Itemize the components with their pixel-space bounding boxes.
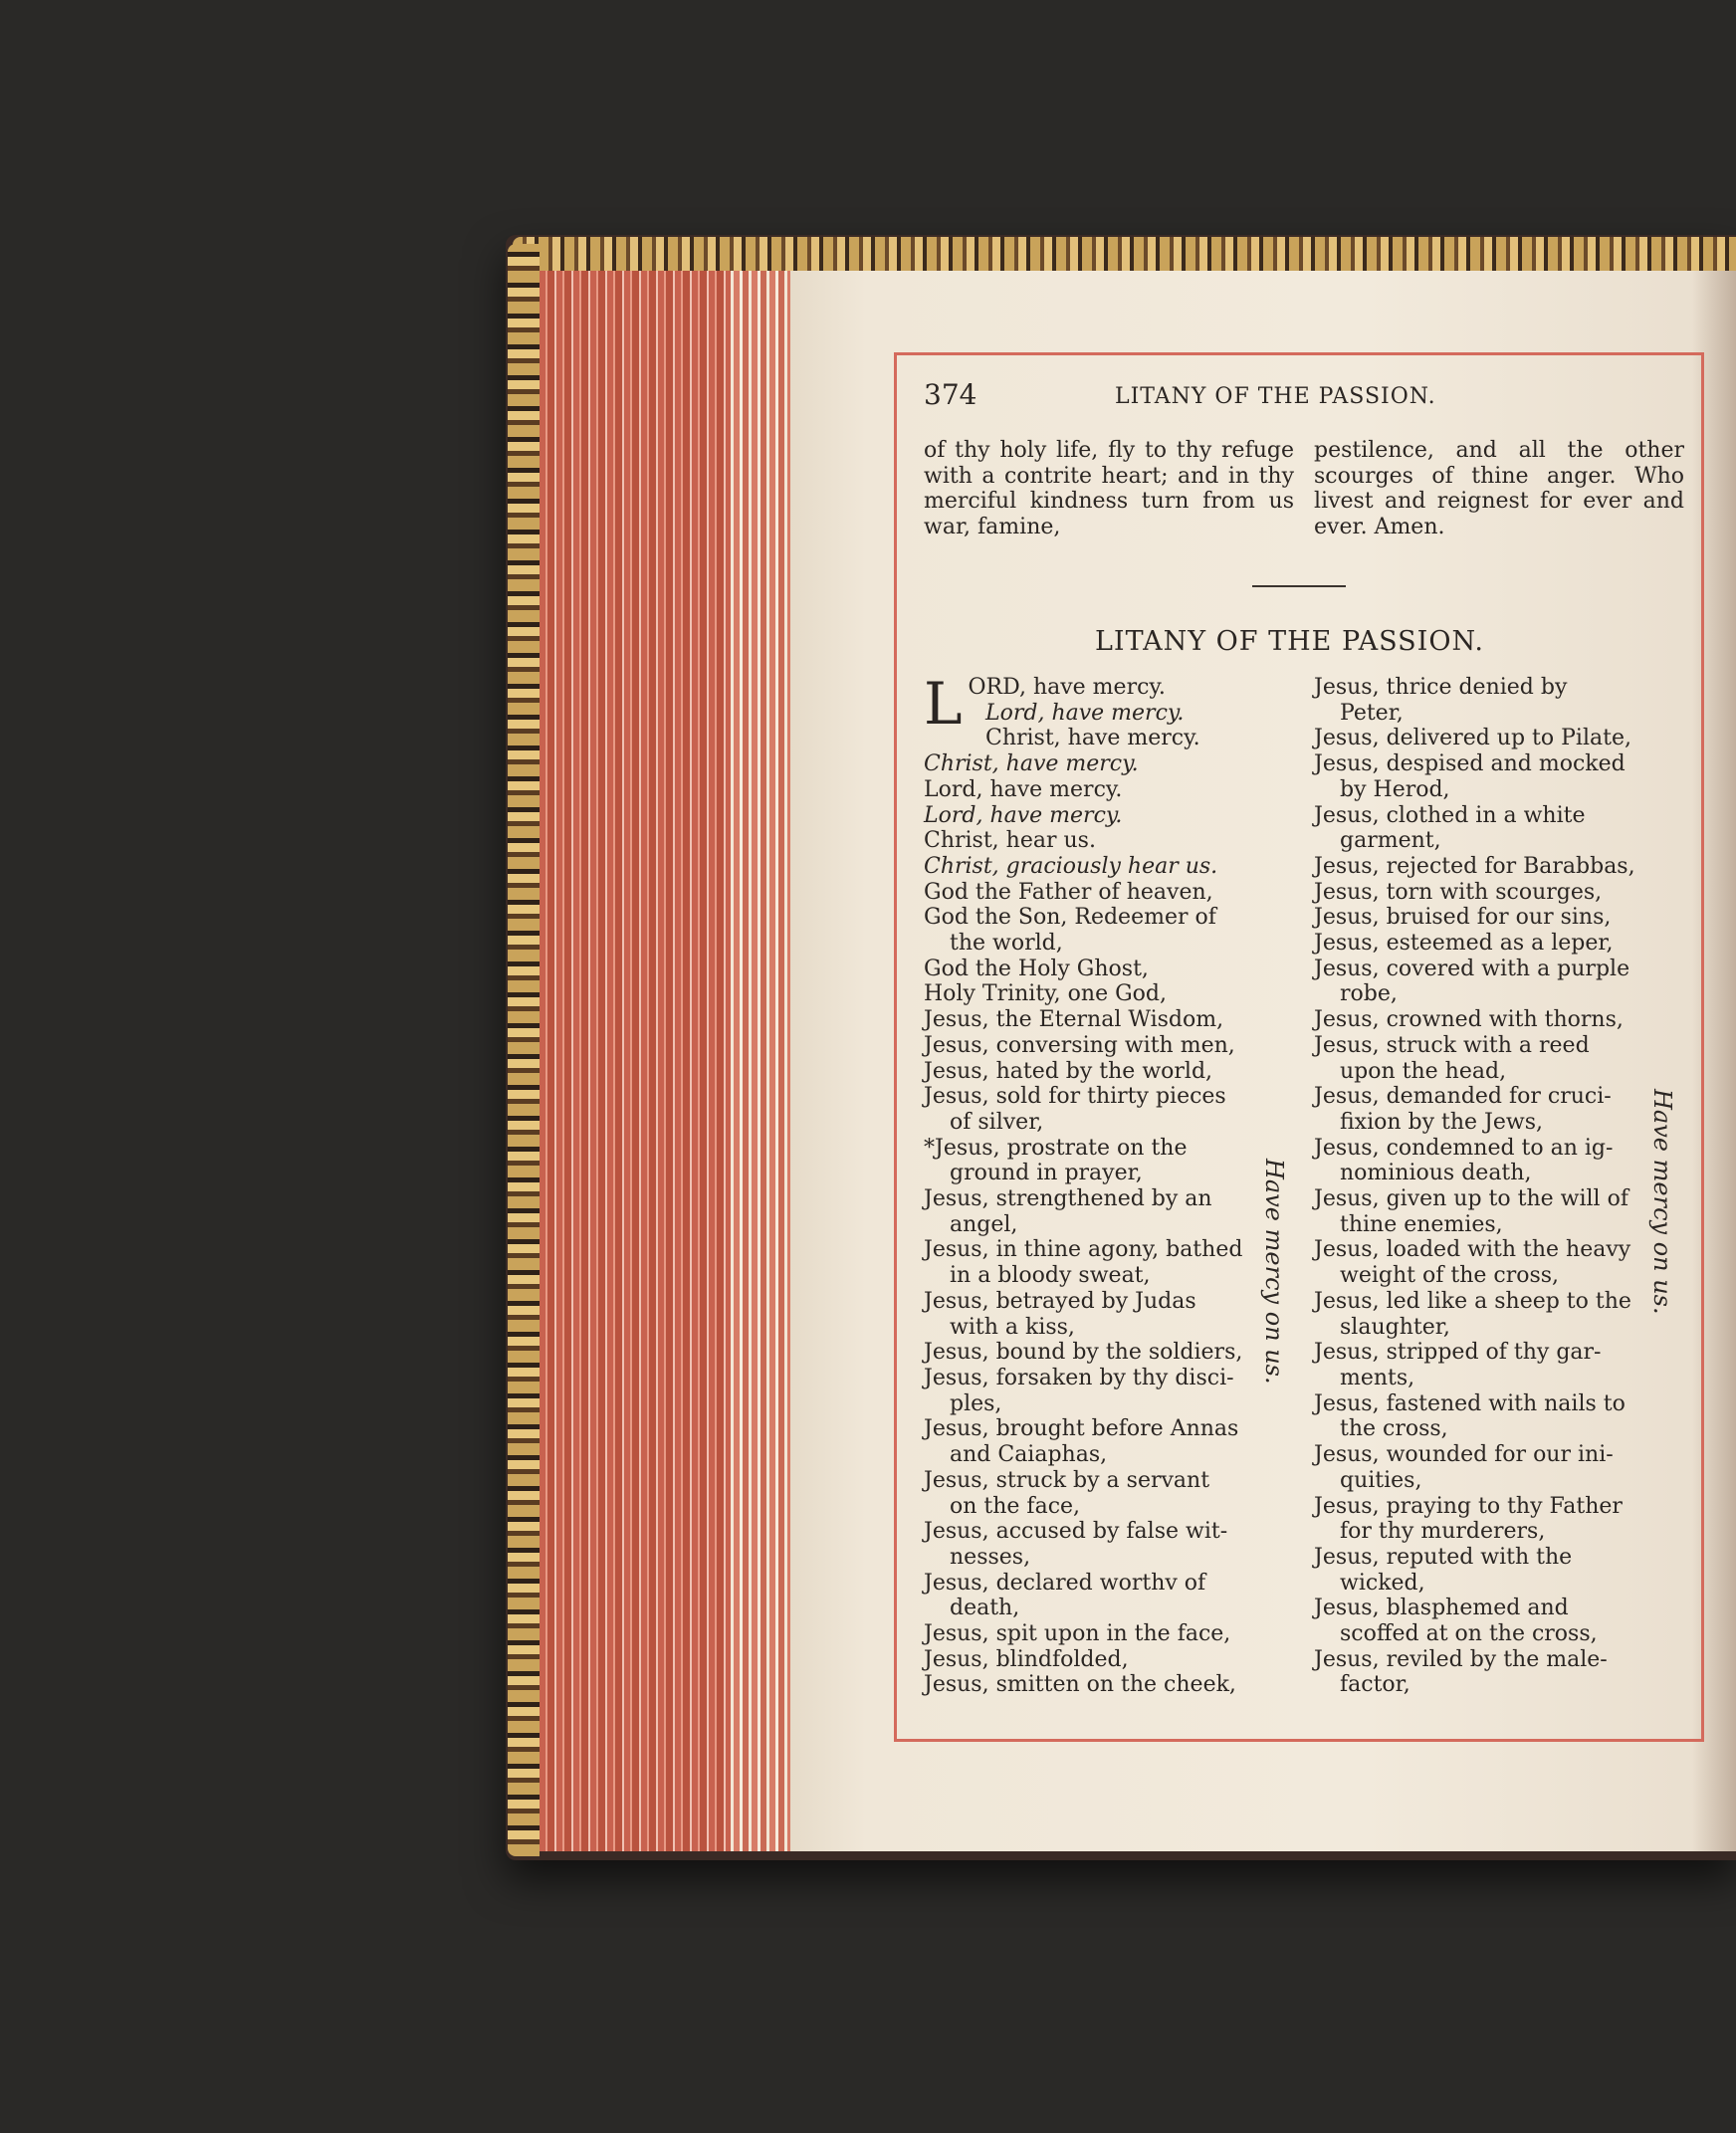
litany-line: Jesus, led like a sheep to the (1314, 1288, 1631, 1314)
litany-line: Peter, (1340, 700, 1404, 726)
litany-line: and Caiaphas, (950, 1442, 1108, 1468)
gilt-top-edge (513, 237, 1736, 273)
litany-line: ments, (1340, 1365, 1415, 1390)
litany-line: *Jesus, prostrate on the (924, 1135, 1188, 1161)
litany-line: in a bloody sweat, (950, 1263, 1151, 1289)
litany-line: Jesus, esteemed as a leper, (1314, 931, 1614, 957)
litany-line: Jesus, smitten on the cheek, (924, 1672, 1236, 1698)
litany-line: robe, (1340, 981, 1398, 1007)
litany-line: with a kiss, (950, 1314, 1075, 1340)
continuation-left: of thy holy life, fly to thy refuge with a contrite heart; and in thy merciful kindness turn from us war, famine, (924, 438, 1294, 539)
litany-line: God the Father of heaven, (924, 879, 1213, 905)
litany-line: Christ, have mercy. (924, 751, 1139, 777)
litany-line: slaughter, (1340, 1314, 1450, 1340)
litany-line: Jesus, brought before Annas (924, 1416, 1239, 1442)
litany-line: God the Holy Ghost, (924, 956, 1149, 981)
litany-line: garment, (1340, 828, 1441, 854)
litany-line: Jesus, betrayed by Judas (924, 1288, 1196, 1314)
litany-line: Jesus, the Eternal Wisdom, (924, 1007, 1224, 1033)
litany-line: Jesus, rejected for Barabbas, (1314, 853, 1635, 879)
litany-line: death, (950, 1596, 1020, 1621)
litany-line: Jesus, reputed with the (1314, 1544, 1573, 1570)
litany-line: of silver, (950, 1109, 1044, 1135)
litany-line: Jesus, condemned to an ig- (1314, 1135, 1614, 1161)
running-title: LITANY OF THE PASSION. (1115, 384, 1436, 409)
litany-line: Jesus, despised and mocked (1314, 751, 1626, 777)
litany-line: Jesus, accused by false wit- (924, 1519, 1228, 1545)
litany-line: quities, (1340, 1467, 1422, 1493)
litany-line: Jesus, struck with a reed (1314, 1032, 1590, 1058)
litany-line: Jesus, blasphemed and (1314, 1596, 1569, 1621)
litany-line: Jesus, declared worthv of (924, 1570, 1206, 1596)
litany-line: Jesus, clothed in a white (1314, 802, 1586, 828)
litany-line: Jesus, wounded for our ini- (1314, 1442, 1614, 1468)
litany-line: Christ, hear us. (924, 828, 1096, 854)
litany-line: Lord, have mercy. (985, 700, 1185, 726)
litany-line: Jesus, loaded with the heavy (1314, 1237, 1631, 1263)
litany-line: Jesus, conversing with men, (924, 1032, 1235, 1058)
litany-line: wicked, (1340, 1570, 1425, 1596)
litany-line: angel, (950, 1211, 1018, 1237)
litany-line: ORD, have mercy. (968, 675, 1166, 700)
continuation-right: pestilence, and all the other scourges of thine anger. Who livest and reignest for ever and ever. Amen. (1314, 438, 1684, 539)
litany-line: ground in prayer, (950, 1161, 1143, 1186)
litany-column-right (1314, 675, 1654, 1698)
litany-line: Jesus, torn with scourges, (1314, 879, 1603, 905)
litany-line: Jesus, blindfolded, (924, 1646, 1129, 1672)
litany-line: Jesus, covered with a purple (1314, 956, 1630, 981)
litany-line: the world, (950, 931, 1063, 957)
response-right: Have mercy on us. (1648, 1089, 1676, 1315)
litany-line: Jesus, fastened with nails to (1314, 1390, 1626, 1416)
litany-line: Jesus, spit upon in the face, (924, 1621, 1231, 1647)
litany-line: Jesus, strengthened by an (924, 1186, 1212, 1212)
litany-line: thine enemies, (1340, 1211, 1503, 1237)
litany-line: the cross, (1340, 1416, 1448, 1442)
litany-line: Jesus, forsaken by thy disci- (924, 1365, 1234, 1390)
litany-line: Jesus, bruised for our sins, (1314, 905, 1612, 931)
litany-line: nominious death, (1340, 1161, 1532, 1186)
litany-line: Lord, have mercy. (924, 776, 1123, 802)
litany-line: Jesus, in thine agony, bathed (924, 1237, 1243, 1263)
litany-line: Jesus, stripped of thy gar- (1314, 1340, 1602, 1366)
response-left: Have mercy on us. (1260, 1159, 1288, 1385)
litany-line: Jesus, praying to thy Father (1314, 1493, 1623, 1519)
litany-line: Jesus, given up to the will of (1314, 1186, 1628, 1212)
section-title: LITANY OF THE PASSION. (1095, 626, 1484, 657)
red-page-edges (540, 271, 790, 1851)
litany-line: upon the head, (1340, 1058, 1507, 1084)
litany-line: factor, (1340, 1672, 1410, 1698)
litany-line: scoffed at on the cross, (1340, 1621, 1598, 1647)
litany-line: weight of the cross, (1340, 1263, 1560, 1289)
gilt-spine-edge (508, 244, 540, 1856)
litany-line: Jesus, demanded for cruci- (1314, 1084, 1612, 1110)
litany-line: Jesus, reviled by the male- (1314, 1646, 1608, 1672)
litany-column-left (924, 670, 1266, 1698)
litany-line: for thy murderers, (1340, 1519, 1546, 1545)
litany-line: Jesus, sold for thirty pieces (924, 1084, 1226, 1110)
litany-line: Jesus, delivered up to Pilate, (1314, 726, 1631, 751)
litany-line: Jesus, thrice denied by (1314, 675, 1568, 700)
litany-line: Holy Trinity, one God, (924, 981, 1167, 1007)
page-number: 374 (924, 378, 977, 411)
drop-cap: L (924, 670, 963, 738)
litany-line: Christ, have mercy. (985, 726, 1200, 751)
litany-line: ples, (950, 1390, 1002, 1416)
litany-line: Jesus, hated by the world, (924, 1058, 1213, 1084)
litany-line: Christ, graciously hear us. (924, 853, 1218, 879)
litany-line: Lord, have mercy. (924, 802, 1123, 828)
litany-line: on the face, (950, 1493, 1081, 1519)
litany-line: Jesus, struck by a servant (924, 1467, 1210, 1493)
litany-line: by Herod, (1340, 776, 1450, 802)
litany-line: God the Son, Redeemer of (924, 905, 1216, 931)
litany-line: Jesus, bound by the soldiers, (924, 1340, 1243, 1366)
litany-line: nesses, (950, 1544, 1031, 1570)
litany-line: Jesus, crowned with thorns, (1314, 1007, 1624, 1033)
section-divider (1252, 585, 1346, 587)
litany-line: fixion by the Jews, (1340, 1109, 1544, 1135)
